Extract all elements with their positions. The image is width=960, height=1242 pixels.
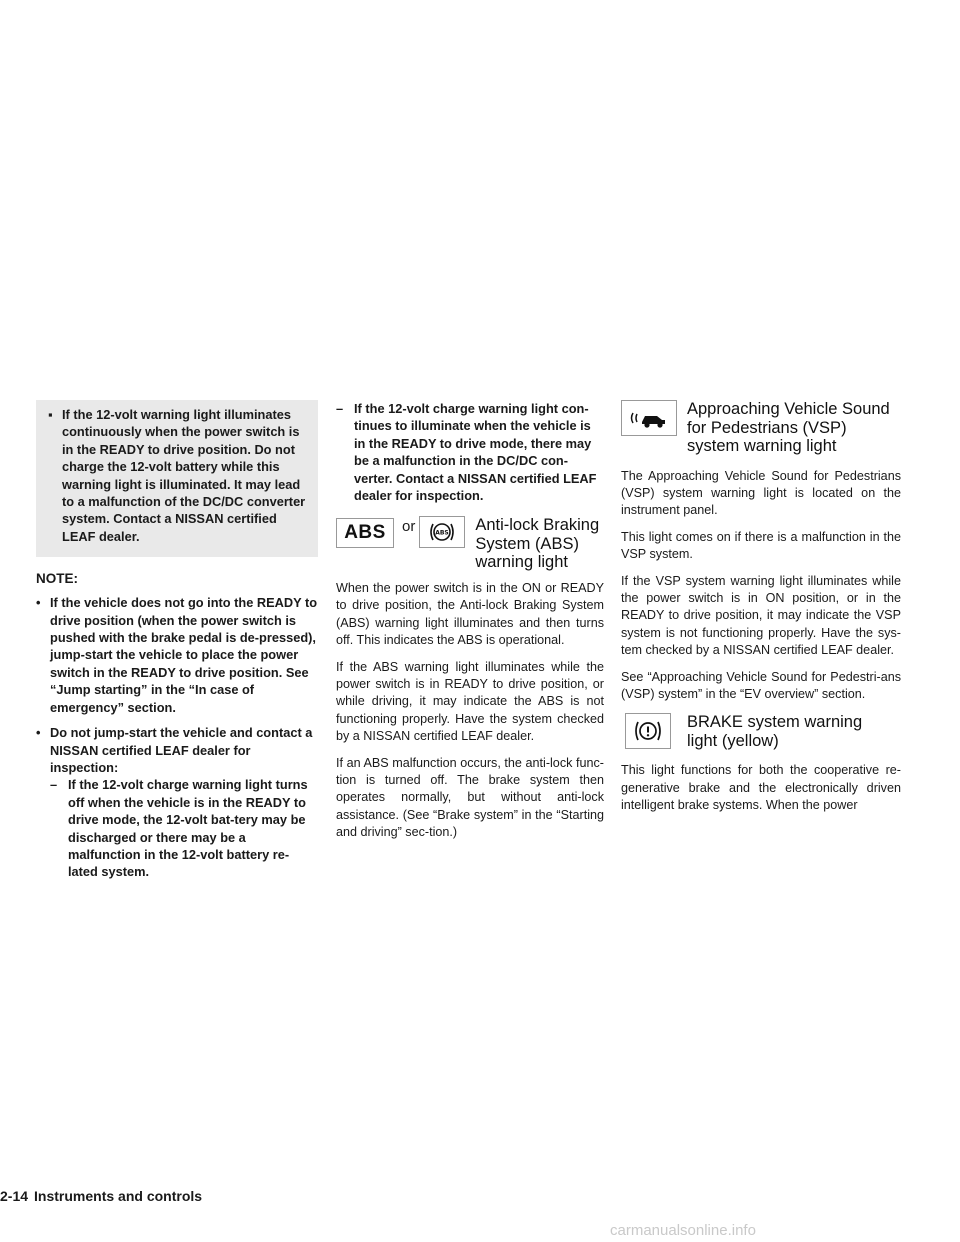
note-bullet-2 bbox=[36, 724, 318, 776]
abs-paragraph-2: If the ABS warning light illuminates while the power switch is in READY to drive position, or while driving, it may indicate the ABS is not functioning properly. Have the system checked by a NISSAN certified LEAF dealer. bbox=[336, 659, 604, 744]
page-footer bbox=[0, 1188, 202, 1204]
abs-paragraph-3: If an ABS malfunction occurs, the anti-lock func-tion is turned off. The brake system then operates normally, but without anti-lock assistance. (See “Brake system” in the “Starting and driving” sec-tion.) bbox=[336, 755, 604, 840]
dash-bullet-icon: – bbox=[50, 777, 58, 793]
note-bullet-2-text: Do not jump-start the vehicle and contact a NISSAN certified LEAF dealer for inspection: bbox=[50, 725, 313, 775]
shaded-bullet bbox=[48, 406, 308, 545]
square-bullet-icon: ▪ bbox=[48, 407, 53, 422]
sub-bullet-2 bbox=[336, 400, 604, 504]
abs-circle-icon bbox=[419, 516, 465, 548]
sub-bullet-1-text: If the 12-volt charge warning light turns off when the vehicle is in the READY to drive mode, the 12-volt bat-tery may be discharged or there may be a malfunction in the 12-volt battery re-lated system. bbox=[68, 777, 308, 880]
vsp-heading-row bbox=[621, 400, 901, 456]
or-label: or bbox=[402, 518, 416, 536]
sub-bullet-2-text: If the 12-volt charge warning light con-tinues to illuminate when the vehicle is in the READY to drive mode, there may be a malfunction in the DC/DC con-verter. Contact a NISSAN certified LEAF dealer for inspection. bbox=[354, 401, 597, 504]
note-bullet-1-text: If the vehicle does not go into the READY to drive position (when the power switch is pushed with the brake pedal is de-pressed), jump-start the vehicle to place the power switch in the READY to drive position. See “Jump starting” in the “In case of emergency” section. bbox=[50, 595, 318, 715]
abs-text-icon bbox=[336, 518, 394, 548]
vsp-paragraph-3: If the VSP system warning light illuminates while the power switch is in ON position, or in the READY to drive position, it may indicate the VSP system is not functioning properly. Have the sys-tem checked by a NISSAN certified LEAF dealer. bbox=[621, 573, 901, 658]
svg-text:ABS: ABS bbox=[435, 529, 450, 537]
shaded-bullet-text: If the 12-volt warning light illuminates continuously when the power switch is in the READY to drive position. Do not charge the 12-volt battery while this warning light is illuminated. It may lead to a malfunction of the DC/DC converter system. Contact a NISSAN certified LEAF dealer. bbox=[62, 407, 306, 544]
abs-heading-row bbox=[336, 516, 604, 572]
column-right bbox=[621, 400, 901, 824]
column-middle bbox=[336, 400, 604, 851]
abs-paragraph-1: When the power switch is in the ON or READY to drive position, the Anti-lock Braking System (ABS) warning light illuminates and then turns off. This indicates the ABS is operational. bbox=[336, 580, 604, 648]
dash-bullet-icon: – bbox=[336, 401, 344, 416]
brake-warning-icon bbox=[625, 713, 671, 749]
section-title: Instruments and controls bbox=[34, 1188, 203, 1204]
shaded-warning-box bbox=[36, 400, 318, 557]
bullet-icon: • bbox=[36, 725, 41, 741]
vsp-paragraph-2: This light comes on if there is a malfunction in the VSP system. bbox=[621, 529, 901, 562]
note-heading: NOTE: bbox=[36, 571, 78, 587]
watermark: carmanualsonline.info bbox=[610, 1222, 756, 1239]
vsp-warning-icon bbox=[621, 400, 677, 436]
abs-icon-label: ABS bbox=[344, 522, 386, 544]
note-bullet-1 bbox=[36, 594, 318, 716]
brake-heading-row bbox=[621, 713, 901, 750]
brake-heading: BRAKE system warning light (yellow) bbox=[687, 713, 863, 750]
bullet-icon: • bbox=[36, 595, 41, 611]
vsp-heading: Approaching Vehicle Sound for Pedestrians (VSP) system warning light bbox=[687, 400, 890, 455]
brake-paragraph: This light functions for both the cooperative re-generative brake and the electronically driven intelligent brake systems. When the power bbox=[621, 763, 901, 813]
vsp-paragraph-4: See “Approaching Vehicle Sound for Pedestri-ans (VSP) system” in the “EV overview” section. bbox=[621, 669, 901, 701]
sub-bullet-1 bbox=[36, 776, 318, 880]
abs-heading: Anti-lock Braking System (ABS) warning light bbox=[475, 516, 600, 572]
vsp-paragraph-1: The Approaching Vehicle Sound for Pedestrians (VSP) system warning light is located on the instrument panel. bbox=[621, 468, 901, 518]
column-left bbox=[36, 400, 318, 881]
page-number: 2-14 bbox=[0, 1188, 29, 1204]
